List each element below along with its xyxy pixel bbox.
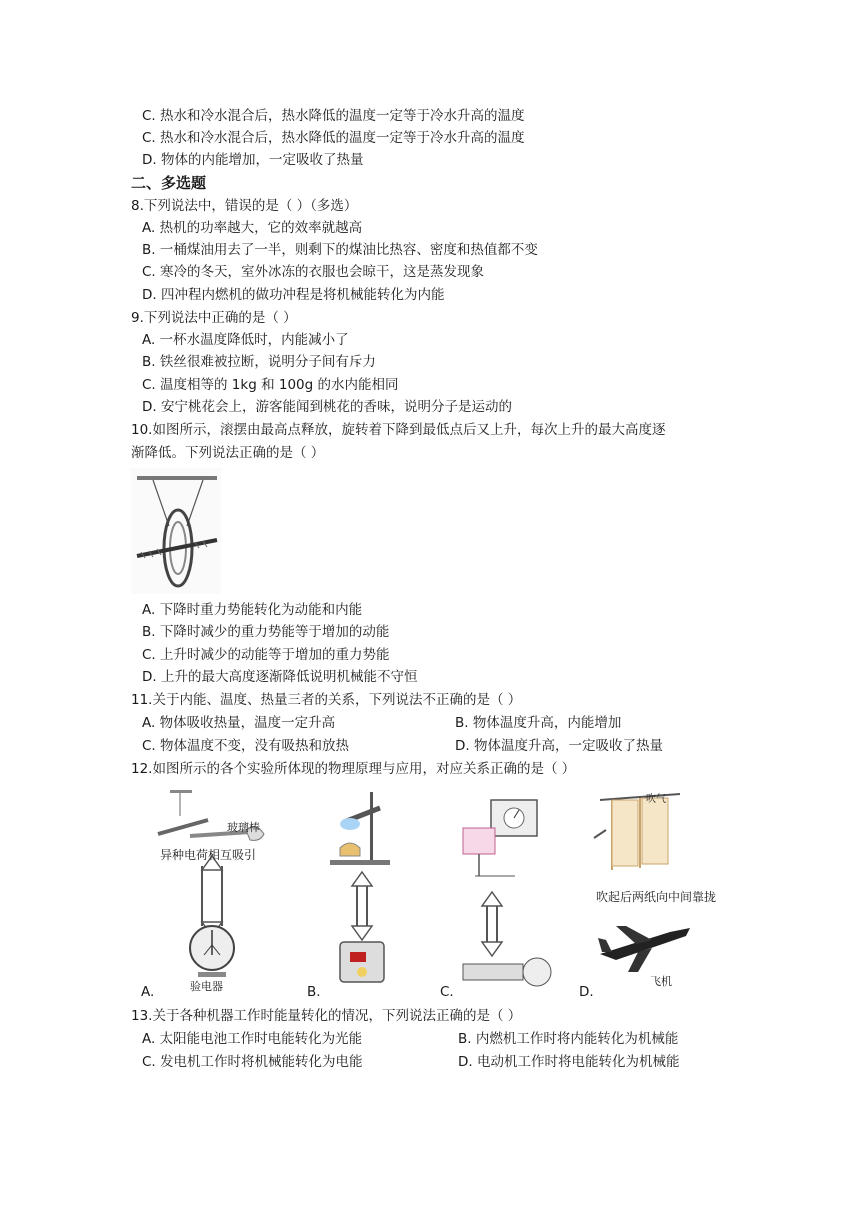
q12-a-label: A. xyxy=(141,984,155,1000)
q12-a-small-label: 玻璃棒 xyxy=(227,821,260,834)
q9-option-b: B. 铁丝很难被拉断，说明分子间有斥力 xyxy=(142,354,376,370)
q7-option-d: D. 物体的内能增加，一定吸收了热量 xyxy=(142,152,364,168)
q12-a-top-caption: 异种电荷相互吸引 xyxy=(160,848,257,862)
q13-option-a: A. 太阳能电池工作时电能转化为光能 xyxy=(142,1031,363,1047)
q11-stem: 11.关于内能、温度、热量三者的关系，下列说法不正确的是（ ） xyxy=(131,692,522,708)
q12-d-caption: 吹起后两纸向中间靠拢 xyxy=(596,890,717,904)
q12-figure-b xyxy=(322,790,402,990)
q11-option-a: A. 物体吸收热量，温度一定升高 xyxy=(142,715,336,731)
q8-option-c: C. 寒冷的冬天，室外冰冻的衣服也会晾干，这是蒸发现象 xyxy=(142,264,485,280)
q8-option-d: D. 四冲程内燃机的做功冲程是将机械能转化为内能 xyxy=(142,287,445,303)
q9-option-c: C. 温度相等的 1kg 和 100g 的水内能相同 xyxy=(142,377,399,393)
q13-option-b: B. 内燃机工作时将内能转化为机械能 xyxy=(458,1031,679,1047)
q12-c-label: C. xyxy=(440,984,454,1000)
q9-stem: 9.下列说法中正确的是（ ） xyxy=(131,310,297,326)
q12-d-label: D. xyxy=(579,984,594,1000)
q10-option-b: B. 下降时减少的重力势能等于增加的动能 xyxy=(142,624,390,640)
maxwell-wheel-figure xyxy=(131,468,221,594)
q12-a-bottom-caption: 验电器 xyxy=(190,980,223,993)
q10-option-a: A. 下降时重力势能转化为动能和内能 xyxy=(142,602,363,618)
q12-d-small-label: 吹气 xyxy=(646,794,666,805)
q12-figure-c xyxy=(455,790,555,990)
q11-option-c: C. 物体温度不变，没有吸热和放热 xyxy=(142,738,350,754)
q8-stem: 8.下列说法中，错误的是（ ）（多选） xyxy=(131,198,358,214)
q9-option-a: A. 一杯水温度降低时，内能减小了 xyxy=(142,332,349,348)
q12-d-bottom-caption: 飞机 xyxy=(650,975,672,988)
q10-stem-line1: 10.如图所示，滚摆由最高点释放，旋转着下降到最低点后又上升，每次上升的最大高度逐 xyxy=(131,422,666,438)
q8-option-a: A. 热机的功率越大，它的效率就越高 xyxy=(142,220,363,236)
q10-stem-line2: 渐降低。下列说法正确的是（ ） xyxy=(131,445,325,461)
q12-b-label: B. xyxy=(307,984,321,1000)
airplane-icon xyxy=(596,916,696,976)
section-title: 二、多选题 xyxy=(131,174,207,192)
q12-stem: 12.如图所示的各个实验所体现的物理原理与应用，对应关系正确的是（ ） xyxy=(131,761,576,777)
q11-option-d: D. 物体温度升高，一定吸收了热量 xyxy=(455,738,663,754)
q13-stem: 13.关于各种机器工作时能量转化的情况，下列说法正确的是（ ） xyxy=(131,1008,522,1024)
q8-option-b: B. 一桶煤油用去了一半，则剩下的煤油比热容、密度和热值都不变 xyxy=(142,242,538,258)
q13-option-d: D. 电动机工作时将电能转化为机械能 xyxy=(458,1054,680,1070)
q11-option-b: B. 物体温度升高，内能增加 xyxy=(455,715,622,731)
q10-option-c: C. 上升时减少的动能等于增加的重力势能 xyxy=(142,647,390,663)
q13-option-c: C. 发电机工作时将机械能转化为电能 xyxy=(142,1054,363,1070)
q9-option-d: D. 安宁桃花会上，游客能闻到桃花的香味，说明分子是运动的 xyxy=(142,399,512,415)
q12-figure-d-papers xyxy=(590,790,690,880)
q10-option-d: D. 上升的最大高度逐渐降低说明机械能不守恒 xyxy=(142,669,418,685)
q7-option-c: C. 热水和冷水混合后，热水降低的温度一定等于冷水升高的温度 xyxy=(142,130,525,146)
q7-option-b: C. 热水和冷水混合后，热水降低的温度一定等于冷水升高的温度 xyxy=(142,108,525,124)
